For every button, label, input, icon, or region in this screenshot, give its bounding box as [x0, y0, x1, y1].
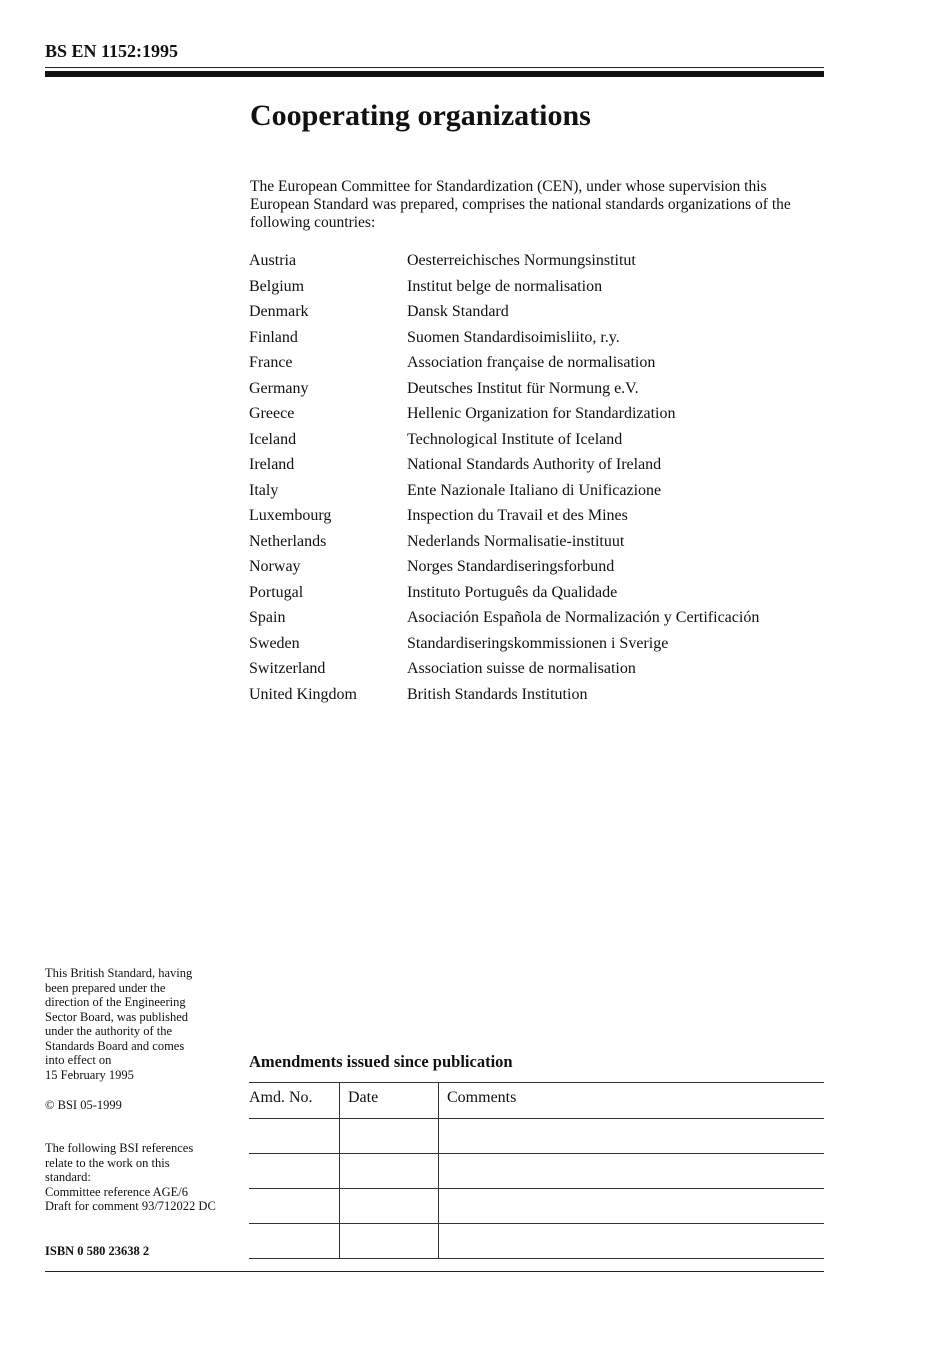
organization-row [249, 380, 829, 406]
organization-name: Instituto Português da Qualidade [407, 583, 618, 601]
copyright-note: © BSI 05-1999 [45, 1098, 122, 1112]
organization-country: Greece [249, 405, 295, 422]
organization-row [249, 405, 829, 431]
organization-row [249, 507, 829, 533]
organization-row [249, 252, 829, 278]
amendment-row [249, 1154, 824, 1189]
publication-note [45, 966, 245, 1082]
organization-country: United Kingdom [249, 685, 357, 703]
amendment-number-cell [249, 1154, 340, 1189]
document-code: BS EN 1152:1995 [45, 41, 179, 61]
organization-name: Nederlands Normalisatie-instituut [407, 532, 625, 550]
amendment-row [249, 1119, 824, 1154]
amendments-table [249, 1082, 824, 1259]
organization-country: Switzerland [249, 660, 326, 677]
amendment-date-cell [340, 1119, 439, 1154]
organization-country: Austria [249, 252, 297, 269]
publication-note-line: This British Standard, having [45, 966, 193, 980]
amendments-title: Amendments issued since publication [249, 1052, 513, 1071]
amendment-number-cell [249, 1224, 340, 1259]
organization-country: Finland [249, 328, 298, 346]
publication-note-line: into effect on [45, 1053, 112, 1067]
references-note-line: standard: [45, 1170, 91, 1184]
organization-country: Sweden [249, 634, 300, 652]
amendment-comments-cell [439, 1224, 825, 1259]
amendment-comments-cell [439, 1119, 825, 1154]
organization-country: Netherlands [249, 532, 327, 550]
column-header-amd-no: Amd. No. [249, 1083, 340, 1119]
amendment-row [249, 1224, 824, 1259]
organization-name: Standardiseringskommissionen i Sverige [407, 634, 669, 652]
publication-note-line: direction of the Engineering [45, 995, 186, 1009]
column-header-date: Date [340, 1083, 439, 1119]
organization-country: Italy [249, 481, 279, 499]
publication-note-line: under the authority of the [45, 1024, 173, 1038]
organization-row [249, 558, 829, 584]
organization-name: National Standards Authority of Ireland [407, 456, 662, 473]
organization-row [249, 533, 829, 559]
organization-name: Dansk Standard [407, 303, 509, 320]
organization-country: Ireland [249, 456, 295, 473]
organization-name: Institut belge de normalisation [407, 277, 603, 295]
references-note-line: The following BSI references [45, 1141, 194, 1155]
references-note-line: Draft for comment 93/712022 DC [45, 1199, 216, 1213]
organization-row [249, 660, 829, 686]
organization-row [249, 303, 829, 329]
organization-country: Denmark [249, 303, 309, 320]
organization-name: Ente Nazionale Italiano di Unificazione [407, 481, 662, 499]
organization-country: Germany [249, 379, 309, 397]
amendments-header-row [249, 1083, 824, 1119]
organization-row [249, 278, 829, 304]
organization-name: Hellenic Organization for Standardization [407, 405, 676, 422]
organization-row [249, 635, 829, 661]
amendment-date-cell [340, 1154, 439, 1189]
publication-note-line: 15 February 1995 [45, 1067, 134, 1082]
organization-country: Iceland [249, 430, 297, 448]
amendment-row [249, 1189, 824, 1224]
amendment-date-cell [340, 1189, 439, 1224]
amendment-number-cell [249, 1189, 340, 1224]
intro-paragraph: The European Committee for Standardization (CEN), under whose supervision this European Standard was prepared, comprises the national standards organizations of the following countries: [250, 178, 791, 231]
organization-name: Inspection du Travail et des Mines [407, 507, 628, 524]
organization-country: Spain [249, 609, 286, 626]
organization-country: Portugal [249, 583, 304, 601]
organization-row [249, 431, 829, 457]
references-note [45, 1141, 245, 1214]
organization-country: Luxembourg [249, 507, 332, 524]
organization-name: Association suisse de normalisation [407, 660, 636, 677]
publication-note-line: Sector Board, was published [45, 1009, 189, 1024]
organization-row [249, 482, 829, 508]
publication-note-line: been prepared under the [45, 980, 166, 995]
organization-name: Oesterreichisches Normungsinstitut [407, 252, 636, 269]
references-note-line: Committee reference AGE/6 [45, 1184, 188, 1199]
organization-row [249, 456, 829, 482]
organization-row [249, 584, 829, 610]
references-note-line: relate to the work on this [45, 1155, 170, 1170]
header-thin-rule [45, 67, 824, 68]
organization-name: British Standards Institution [407, 685, 588, 703]
organization-row [249, 354, 829, 380]
organization-country: Norway [249, 558, 301, 575]
organization-name: Asociación Española de Normalización y Certificación [407, 609, 760, 626]
organizations-list [249, 252, 829, 711]
footer-rule [45, 1271, 824, 1272]
column-header-comments: Comments [447, 1089, 517, 1106]
organization-name: Norges Standardiseringsforbund [407, 558, 615, 575]
isbn: ISBN 0 580 23638 2 [45, 1244, 150, 1258]
organization-country: France [249, 354, 293, 371]
header-thick-rule [45, 71, 824, 77]
amendment-comments-cell [439, 1154, 825, 1189]
organization-row [249, 329, 829, 355]
amendment-date-cell [340, 1224, 439, 1259]
publication-note-line: Standards Board and comes [45, 1038, 185, 1053]
page-title: Cooperating organizations [250, 99, 591, 132]
organization-row [249, 686, 829, 712]
amendment-comments-cell [439, 1189, 825, 1224]
organization-name: Suomen Standardisoimisliito, r.y. [407, 328, 620, 346]
organization-row [249, 609, 829, 635]
organization-name: Association française de normalisation [407, 354, 656, 371]
organization-name: Technological Institute of Iceland [407, 430, 623, 448]
amendment-number-cell [249, 1119, 340, 1154]
organization-country: Belgium [249, 277, 305, 295]
organization-name: Deutsches Institut für Normung e.V. [407, 379, 639, 397]
